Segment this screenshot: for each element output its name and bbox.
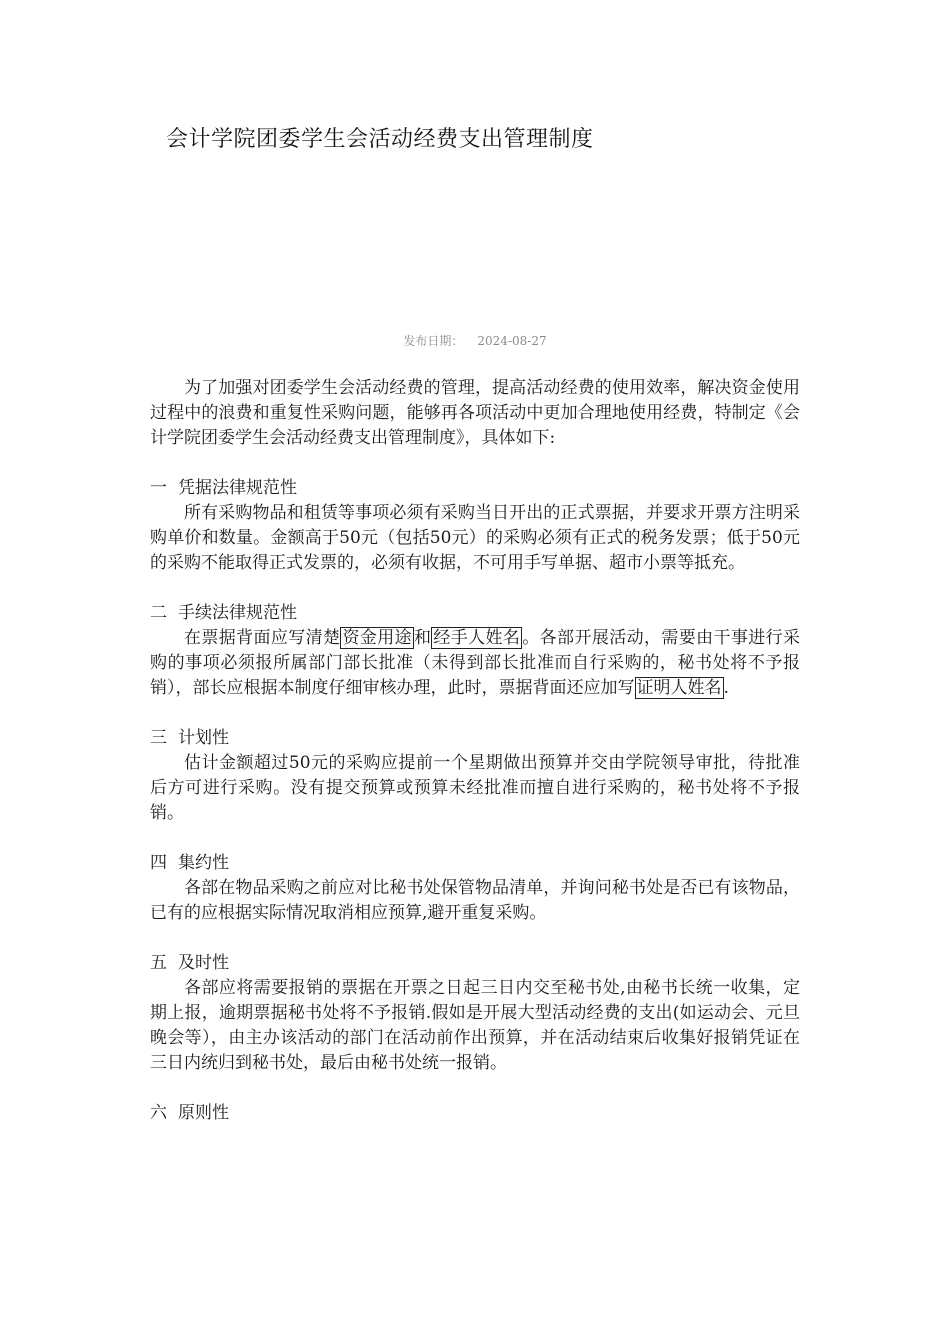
section-title: 及时性 — [178, 953, 229, 973]
boxed-term-witness-name: 证明人姓名 — [636, 678, 722, 698]
body-text: . — [723, 678, 729, 698]
section-number: 五 — [150, 953, 167, 973]
section-title: 集约性 — [178, 853, 229, 873]
section-body: 所有采购物品和租赁等事项必须有采购当日开出的正式票据，并要求开票方注明采购单价和数量。金额高于50元（包括50元）的采购必须有正式的税务发票；低于50元的采购不能取得正式发票的，必须有收据，不可用手写单据、超市小票等抵充。 — [150, 503, 800, 573]
section-title: 原则性 — [178, 1103, 229, 1123]
section-heading — [150, 476, 800, 501]
section-heading — [150, 1101, 800, 1126]
document-body — [150, 376, 800, 1126]
boxed-term-handler-name: 经手人姓名 — [433, 628, 521, 648]
section-body: 各部在物品采购之前应对比秘书处保管物品清单，并询问秘书处是否已有该物品，已有的应根据实际情况取消相应预算,避开重复采购。 — [150, 878, 800, 923]
publish-date-line — [0, 332, 950, 349]
section-2 — [150, 601, 800, 701]
publish-date-label: 发布日期： — [403, 334, 464, 348]
section-title: 手续法律规范性 — [178, 603, 297, 623]
boxed-term-fund-purpose: 资金用途 — [342, 628, 412, 648]
publish-date-value: 2024-08-27 — [477, 334, 547, 348]
section-3 — [150, 726, 800, 826]
section-number: 四 — [150, 853, 167, 873]
body-text: 和 — [413, 628, 432, 648]
section-title: 凭据法律规范性 — [178, 478, 297, 498]
section-heading — [150, 851, 800, 876]
section-5 — [150, 951, 800, 1076]
section-number: 一 — [150, 478, 167, 498]
section-1 — [150, 476, 800, 576]
section-4 — [150, 851, 800, 926]
section-title: 计划性 — [178, 728, 229, 748]
body-text: 在票据背面应写清楚 — [184, 628, 341, 648]
document-title: 会计学院团委学生会活动经费支出管理制度 — [166, 127, 594, 152]
section-number: 三 — [150, 728, 167, 748]
section-number: 六 — [150, 1103, 167, 1123]
section-heading — [150, 601, 800, 626]
section-body: 估计金额超过50元的采购应提前一个星期做出预算并交由学院领导审批，待批准后方可进行采购。没有提交预算或预算未经批准而擅自进行采购的，秘书处将不予报销。 — [150, 753, 800, 823]
section-body — [150, 626, 800, 701]
section-heading — [150, 951, 800, 976]
section-body: 各部应将需要报销的票据在开票之日起三日内交至秘书处,由秘书长统一收集，定期上报，逾期票据秘书处将不予报销.假如是开展大型活动经费的支出(如运动会、元旦晚会等），由主办该活动的部门在活动前作出预算，并在活动结束后收集好报销凭证在三日内统归到秘书处，最后由秘书处统一报销。 — [150, 978, 800, 1073]
intro-paragraph: 为了加强对团委学生会活动经费的管理，提高活动经费的使用效率，解决资金使用过程中的浪费和重复性采购问题，能够再各项活动中更加合理地使用经费，特制定《会计学院团委学生会活动经费支出管理制度》，具体如下: — [150, 378, 800, 448]
section-number: 二 — [150, 603, 167, 623]
section-heading — [150, 726, 800, 751]
body-text: 。各部开展活动，需要由干事进行采购的事项必须报所属部门部长批准（未得到部长批准而自行采购的，秘书处将不予报销），部长应根据本制度仔细审核办理，此时，票据背面还应加写 — [150, 628, 801, 698]
section-6 — [150, 1101, 800, 1126]
